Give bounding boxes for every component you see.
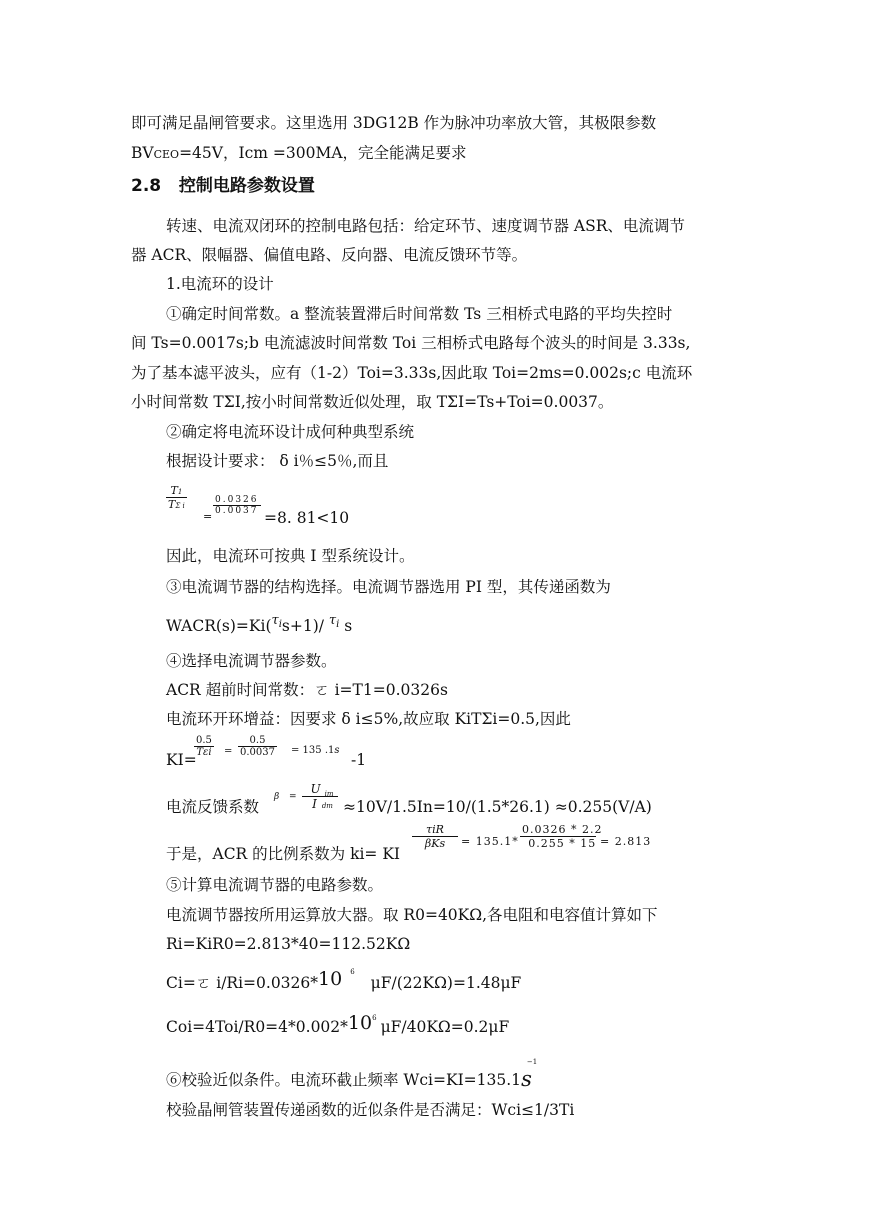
tau-subscript: i [278, 619, 282, 630]
acr-coefficient-label: 于是，ACR 的比例系数为 ki= KI [166, 845, 401, 863]
ci-formula [166, 968, 522, 995]
u-symbol: U [310, 782, 321, 796]
paragraph-line: 小时间常数 TΣI,按小时间常数近似处理，取 TΣI=Ts+Toi=0.0037。 [131, 393, 614, 411]
u-subscript: im [324, 790, 334, 798]
paragraph-line: 根据设计要求： δ i％≤5％,而且 [166, 452, 389, 470]
ceo-subscript: CEO [153, 148, 180, 161]
section-heading [131, 177, 315, 195]
paragraph-line: 间 Ts=0.0017s;b 电流滤波时间常数 Toi 三相桥式电路每个波头的时间是 3.33s, [131, 334, 691, 352]
wacr-label: WACR(s)=Ki( [166, 617, 272, 635]
tsum-symbol: T [168, 498, 176, 511]
formula-ki-eq1: = [224, 746, 233, 757]
acr-result: = 2.813 [600, 835, 652, 848]
formula-result: =8. 81<10 [264, 509, 350, 527]
ki-den2: 0.0037 [240, 747, 275, 758]
feedback-coefficient-value: ≈10V/1.5In=10/(1.5*26.1) ≈0.255(V/A) [343, 798, 652, 816]
ci-ten: 10 [318, 968, 343, 990]
cutoff-s: s [521, 1067, 532, 1091]
ki-den1: Tεi [196, 747, 212, 758]
beta-eq: = [289, 792, 297, 802]
numerator-value: 0.0326 [215, 495, 259, 505]
formula-ki-eq2 [291, 742, 340, 760]
bv-label: BV [131, 144, 154, 162]
paragraph-line: Ri=KiR0=2.813*40=112.52KΩ [166, 935, 411, 953]
paragraph-line: 器 ACR、限幅器、偏值电路、反向器、电流反馈环节等。 [131, 246, 528, 264]
text-line-1: 即可满足晶闸管要求。这里选用 3DG12B 作为脉冲功率放大管，其极限参数 [131, 114, 657, 132]
paragraph-line: 电流环开环增益：因要求 δ i≤5%,故应取 KiTΣi=0.5,因此 [166, 710, 571, 728]
formula-ki-frac1 [194, 735, 214, 758]
paragraph-line: 校验晶闸管装置传递函数的近似条件是否满足：Wci≤1/3Ti [166, 1101, 575, 1119]
transfer-mid: s+1)/ [281, 617, 329, 635]
denominator-value: 0.0037 [215, 506, 259, 516]
paragraph-line: ACR 超前时间常数：ㄛ i=T1=0.0326s [166, 681, 448, 699]
paragraph-line: 因此，电流环可按典 I 型系统设计。 [166, 547, 415, 565]
formula-ki-frac2 [238, 735, 277, 758]
ci-exponent: 6 [350, 968, 355, 976]
tau-symbol: τ [271, 613, 279, 628]
acr-num2: 0.0326 * 2.2 [522, 823, 603, 836]
tsum-subscript: Σ i [175, 502, 185, 510]
paragraph-line: ②确定将电流环设计成何种典型系统 [166, 423, 415, 441]
t1-subscript: 1 [177, 488, 183, 496]
i-symbol: I [312, 797, 317, 811]
coi-tail: μF/40KΩ=0.2μF [380, 1018, 510, 1036]
paragraph-line: 电流调节器按所用运算放大器。取 R0=40KΩ,各电阻和电容值计算如下 [166, 906, 658, 924]
ki-num1: 0.5 [196, 735, 212, 746]
cutoff-frequency-text: ⑥校验近似条件。电流环截止频率 Wci=KI=135.1 [166, 1071, 522, 1089]
tau-subscript: i [336, 619, 340, 630]
ki-num2: 0.5 [249, 735, 266, 746]
beta-fraction [302, 782, 338, 811]
coi-ten: 10 [347, 1012, 373, 1034]
check-condition-line [166, 1058, 542, 1092]
formula-ki-exp: -1 [351, 751, 367, 769]
coi-lead: Coi=4Toi/R0=4*0.002* [166, 1018, 348, 1036]
formula-ratio-t [166, 484, 187, 511]
formula-fraction-values [213, 495, 261, 516]
section-title: 控制电路参数设置 [178, 176, 315, 196]
transfer-end: s [344, 617, 353, 635]
acr-den2: 0.255 * 15 [528, 837, 597, 850]
acr-frac2 [520, 823, 604, 850]
paragraph-line: 1.电流环的设计 [166, 275, 274, 293]
formula-ki-lead: KI= [166, 751, 197, 769]
paragraph-line: 转速、电流双闭环的控制电路包括：给定环节、速度调节器 ASR、电流调节 [166, 217, 685, 235]
paragraph-line: ④选择电流调节器参数。 [166, 652, 337, 670]
paragraph-line: ①确定时间常数。a 整流装置滞后时间常数 Ts 三相桥式电路的平均失控时 [166, 305, 673, 323]
transfer-function [166, 613, 353, 638]
section-number: 2.8 [131, 176, 162, 196]
paragraph-line: ⑤计算电流调节器的电路参数。 [166, 876, 384, 894]
bv-value: =45V，Icm =300MA，完全能满足要求 [179, 144, 467, 162]
i-subscript: dm [321, 802, 333, 810]
paragraph-line: ③电流调节器的结构选择。电流调节器选用 PI 型，其传递函数为 [166, 578, 611, 596]
acr-num1: τiR [426, 823, 444, 836]
feedback-coefficient-label: 电流反馈系数 [166, 798, 260, 816]
ki-value: = 135 .1 [291, 745, 335, 756]
acr-den1: βKs [424, 837, 446, 850]
ci-lead: Ci=ㄛ i/Ri=0.0326* [166, 974, 319, 992]
beta-symbol: β [274, 792, 280, 802]
ki-unit: s [334, 745, 340, 756]
text-line-2 [131, 144, 467, 164]
ci-tail: μF/(22KΩ)=1.48μF [370, 974, 522, 992]
acr-frac1 [412, 823, 458, 850]
coi-formula [166, 1012, 510, 1039]
formula-eq: = [203, 510, 213, 523]
cutoff-exponent: −1 [526, 1058, 538, 1066]
acr-mid: = 135.1* [461, 835, 519, 848]
paragraph-line: 为了基本滤平波头，应有（1-2）Toi=3.33s,因此取 Toi=2ms=0.002s;c 电流环 [131, 364, 693, 382]
tau-symbol: τ [328, 613, 337, 628]
coi-exponent: 6 [372, 1014, 377, 1022]
t1-symbol: T [170, 484, 178, 497]
